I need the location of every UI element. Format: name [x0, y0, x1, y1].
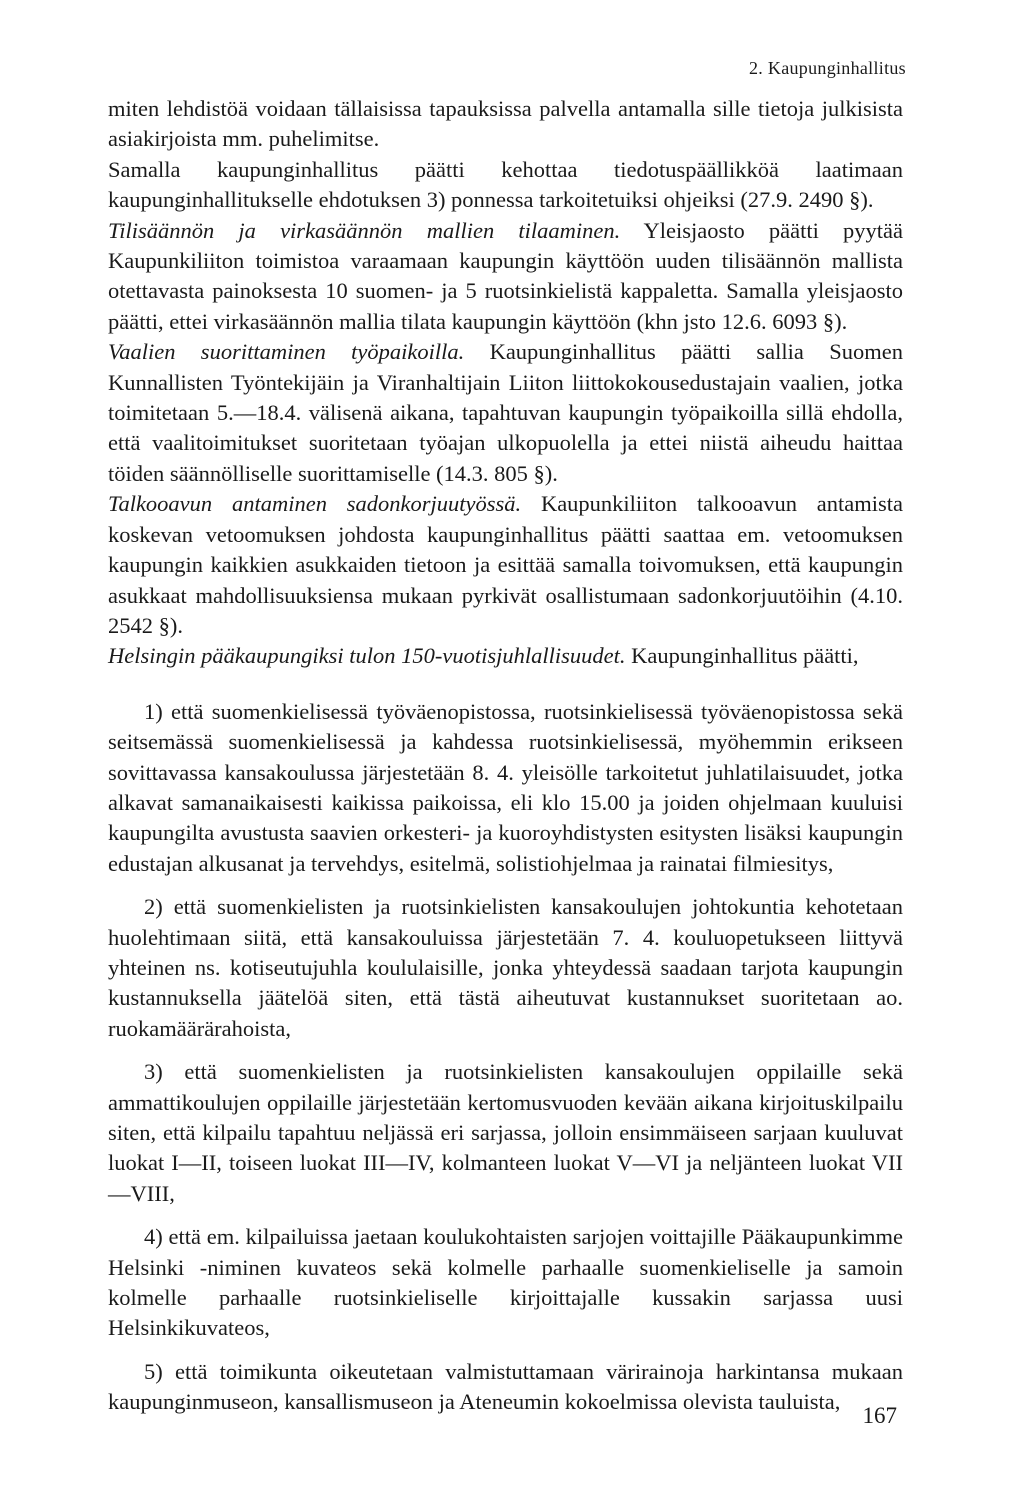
paragraph-anniversary	[108, 641, 903, 671]
list-item-2: 2) että suomenkielisten ja ruotsinkielisten kansakoulujen johtokuntia kehotetaan huolehtimaan siitä, että kansakouluissa järjestetään 7. 4. kouluopetukseen liittyvä yhteinen ns. kotiseutujuhla koululaisille, jonka yhteydessä saadaan tarjota kaupungin kustannuksella jäätelöä siten, että tästä aiheutuvat kustannukset suoritetaan ao. ruokamäärärahoista,	[108, 894, 903, 1041]
paragraph-harvest-help	[108, 489, 903, 641]
section-heading-harvest-help: Talkooavun antaminen sadonkorjuutyössä.	[108, 491, 522, 517]
list-item-1: 1) että suomenkielisessä työväenopistossa, ruotsinkielisessä työväenopistossa sekä seitsemässä suomenkielisessä ja kahdessa ruotsinkielisessä, myöhemmin erikseen sovittavassa kansakoulussa järjestetään 8. 4. yleisölle tarkoitetut juhlatilaisuudet, jotka alkavat samanaikaisesti kaikissa paikoissa, eli klo 15.00 ja joiden ohjelmaan kuuluisi kaupungilta avustusta saavien orkesteri- ja kuoroyhdistysten esitysten lisäksi kaupungin edustajan alkusanat ja tervehdys, esitelmä, solistiohjelmaa ja rainatai filmiesitys,	[108, 698, 903, 876]
body-text	[108, 94, 903, 1418]
section-text-workplace-elections: Kaupunginhallitus päätti sallia Suomen Kunnallisten Työntekijäin ja Viranhaltijain Liiton liittokokousedustajain vaalien, jotka toimitetaan 5.—18.4. välisenä aikana, tapahtuvan kaupungin työpaikoilla sillä ehdolla, että vaalitoimitukset suoritetaan työajan ulkopuolella ja ettei niistä aiheudu haittaa töiden säännölliselle suorittamiselle (14.3. 805 §).	[108, 339, 903, 486]
section-text-account-rules: Yleisjaosto päätti pyytää Kaupunkiliiton toimistoa varaamaan kaupungin käyttöön uuden tilisäännön mallista otettavasta painoksesta 10 suomen- ja 5 ruotsinkielistä kappaletta. Samalla yleisjaosto päätti, ettei virkasäännön mallia tilata kaupungin käyttöön (khn jsto 12.6. 6093 §).	[108, 217, 904, 334]
paragraph-press-instructions: Samalla kaupunginhallitus päätti kehottaa tiedotuspäällikköä laatimaan kaupunginhallitukselle ehdotuksen 3) ponnessa tarkoitetuiksi ohjeiksi (27.9. 2490 §).	[108, 156, 903, 213]
list-item-3: 3) että suomenkielisten ja ruotsinkielisten kansakoulujen oppilaille sekä ammattikoulujen oppilaille järjestetään kertomusvuoden kevään aikana kirjoituskilpailu siten, että kilpailu tapahtuu neljässä eri sarjassa, jolloin ensimmäiseen sarjaan kuuluvat luokat I—II, toiseen luokat III—IV, kolmanteen luokat V—VI ja neljänteen luokat VII—VIII,	[108, 1059, 903, 1206]
section-heading-anniversary: Helsingin pääkaupungiksi tulon 150-vuotisjuhlallisuudet.	[108, 643, 626, 669]
paragraph-account-rules	[108, 216, 903, 338]
running-header: 2. Kaupunginhallitus	[749, 58, 906, 78]
section-text-harvest-help: Kaupunkiliiton talkooavun antamista koskevan vetoomuksen johdosta kaupunginhallitus päätti saattaa em. vetoomuksen kaupungin kaikkien asukkaiden tietoon ja esittää samalla toivomuksen, että kaupungin asukkaat mahdollisuuksiensa mukaan pyrkivät osallistumaan sadonkorjuutöihin (4.10. 2542 §).	[108, 491, 903, 638]
section-heading-workplace-elections: Vaalien suorittaminen työpaikoilla.	[108, 339, 465, 365]
section-heading-account-rules: Tilisäännön ja virkasäännön mallien tilaaminen.	[108, 217, 621, 243]
section-text-anniversary: Kaupunginhallitus päätti,	[625, 643, 859, 669]
list-item-5: 5) että toimikunta oikeutetaan valmistuttamaan värirainoja harkintansa mukaan kaupunginmuseon, kansallismuseon ja Ateneumin kokoelmissa olevista tauluista,	[108, 1358, 903, 1415]
list-item-4: 4) että em. kilpailuissa jaetaan koulukohtaisten sarjojen voittajille Pääkaupunkimme Helsinki -niminen kuvateos sekä kolmelle parhaalle suomenkieliselle ja samoin kolmelle parhaalle ruotsinkieliselle kirjoittajalle kussakin sarjassa uusi Helsinkikuvateos,	[108, 1224, 903, 1341]
page-number: 167	[862, 1403, 897, 1428]
paragraph-continuation: miten lehdistöä voidaan tällaisissa tapauksissa palvella antamalla sille tietoja julkisista asiakirjoista mm. puhelimitse.	[108, 96, 903, 152]
paragraph-workplace-elections	[108, 337, 903, 489]
